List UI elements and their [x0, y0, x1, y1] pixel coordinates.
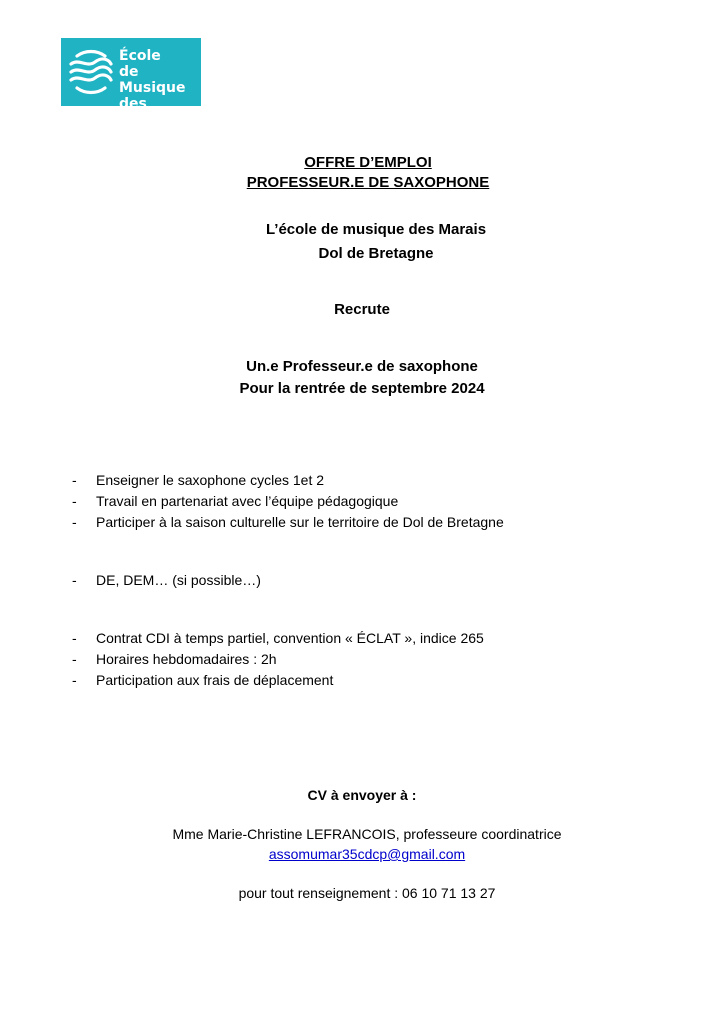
logo-line: de Musique: [119, 64, 186, 96]
email-line: [0, 846, 724, 862]
list-item-text: Participation aux frais de déplacement: [96, 672, 334, 688]
wave-icon: [67, 48, 115, 96]
phone-line: pour tout renseignement : 06 10 71 13 27: [238, 885, 496, 901]
list-item: [72, 491, 504, 512]
bullet-dash: -: [72, 472, 77, 488]
position-start: Pour la rentrée de septembre 2024: [239, 380, 485, 397]
list-item: [72, 670, 484, 691]
recruits-label: Recrute: [334, 301, 390, 318]
logo-line: École: [119, 48, 161, 64]
logo-line: des Marais: [119, 96, 172, 128]
bullet-dash: -: [72, 493, 77, 509]
missions-list: [72, 470, 504, 533]
list-item: [72, 512, 504, 533]
list-item-text: Participer à la saison culturelle sur le territoire de Dol de Bretagne: [96, 514, 504, 530]
list-item-text: DE, DEM… (si possible…): [96, 572, 261, 588]
list-item-text: Enseigner le saxophone cycles 1et 2: [96, 472, 325, 488]
employer-name: L’école de musique des Marais: [265, 221, 487, 238]
bullet-dash: -: [72, 672, 77, 688]
cv-label: CV à envoyer à :: [307, 787, 417, 803]
bullet-dash: -: [72, 572, 77, 588]
employer-city: Dol de Bretagne: [318, 245, 434, 262]
list-item-text: Horaires hebdomadaires : 2h: [96, 651, 277, 667]
list-item-text: Contrat CDI à temps partiel, convention « ÉCLAT », indice 265: [96, 630, 484, 646]
email-link[interactable]: assomumar35cdcp@gmail.com: [268, 846, 466, 862]
school-logo: [61, 38, 201, 128]
list-item: [72, 628, 484, 649]
page-title: OFFRE D’EMPLOI: [304, 154, 432, 171]
logo-text: [119, 48, 201, 128]
profile-list: [72, 570, 261, 591]
page-subtitle: PROFESSEUR.E DE SAXOPHONE: [246, 174, 490, 191]
list-item: [72, 470, 504, 491]
bullet-dash: -: [72, 651, 77, 667]
position-title: Un.e Professeur.e de saxophone: [246, 358, 478, 375]
conditions-list: [72, 628, 484, 691]
contact-person: Mme Marie-Christine LEFRANCOIS, professeure coordinatrice: [172, 826, 562, 842]
bullet-dash: -: [72, 514, 77, 530]
list-item: [72, 649, 484, 670]
bullet-dash: -: [72, 630, 77, 646]
list-item: [72, 570, 261, 591]
list-item-text: Travail en partenariat avec l’équipe pédagogique: [96, 493, 399, 509]
